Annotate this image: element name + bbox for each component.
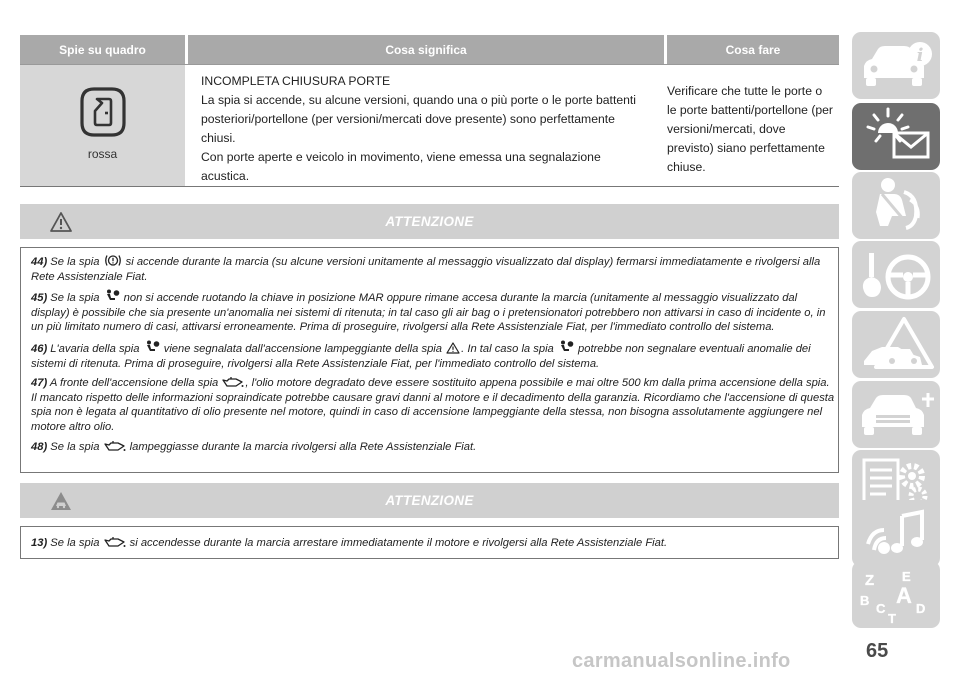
safety-seatbelt-icon: [852, 172, 940, 239]
attention-header-1: [20, 204, 839, 239]
tab-index[interactable]: [852, 561, 940, 628]
note-47: [31, 376, 838, 434]
tab-multimedia[interactable]: [852, 500, 940, 567]
attention-body-2: [20, 526, 839, 559]
note-number: 45): [31, 292, 48, 305]
note-text: L'avaria della spia: [50, 342, 140, 355]
attention-title-2: ATTENZIONE: [385, 493, 474, 508]
note-45: [31, 289, 838, 335]
table-row: [20, 64, 839, 187]
tab-maintenance[interactable]: [852, 381, 940, 448]
index-az-icon: [852, 561, 940, 628]
note-text: Se la spia: [50, 292, 100, 305]
tab-warning-lights[interactable]: [852, 103, 940, 170]
svg-text:T: T: [888, 611, 896, 626]
table-header: [20, 35, 839, 64]
svg-text:A: A: [896, 583, 912, 608]
note-text: . In tal caso la spia: [461, 342, 554, 355]
attention-title-1: ATTENZIONE: [385, 214, 474, 229]
note-text: Se la spia: [50, 537, 100, 549]
tab-car-info[interactable]: [852, 32, 940, 99]
warning-light-cell: [20, 65, 185, 186]
warning-light-table: [20, 35, 839, 187]
meaning-title: INCOMPLETA CHIUSURA PORTE: [201, 74, 391, 88]
note-text: si accendesse durante la marcia arrestare immediatamente il motore e rivolgersi alla Rete Assistenziale Fiat.: [129, 537, 668, 549]
note-text: Se la spia: [50, 256, 100, 268]
header-meaning: Cosa significa: [188, 35, 664, 64]
note-text: si accende durante la marcia (su alcune versioni unitamente al messaggio visualizzato dal display) fermarsi immediatamente e rivolgersi alla Rete Assistenziale Fiat.: [31, 256, 821, 283]
svg-text:D: D: [916, 601, 926, 616]
note-number: 47): [31, 377, 48, 390]
meaning-paragraph-2: Con porte aperte e veicolo in movimento, viene emessa una segnalazione acustica.: [201, 150, 601, 183]
tab-starting-driving[interactable]: [852, 241, 940, 308]
header-what-to-do: Cosa fare: [667, 35, 839, 64]
maintenance-car-icon: [852, 381, 940, 448]
oil-can-icon: [222, 376, 244, 388]
note-text: A fronte dell'accensione della spia: [49, 377, 219, 390]
note-46: [31, 340, 838, 371]
note-44: [31, 254, 838, 284]
what-to-do-cell: Verificare che tutte le porte o le porte battenti/portellone (per versioni/mercati, dove previsto) siano perfettamente chiuse.: [667, 84, 833, 174]
meaning-cell: [185, 65, 664, 186]
svg-text:B: B: [860, 593, 870, 608]
warning-triangle-icon: [446, 342, 460, 354]
oil-can-icon: [104, 536, 126, 548]
attention-body-1: [20, 247, 839, 473]
note-text: non si accende ruotando la chiave in posizione MAR oppure rimane accesa durante la marcia (unitamente al messaggio visualizzato dal display) è possibile che sia presente un'anomalia nei sistemi di ritenuta; in tal caso gli air bag o i pretensionatori potrebbero non attivarsi in caso di incidente o, in un più limitato numero di casi, attivarsi erroneamente. Prima di proseguire, rivolgersi alla Rete Assistenziale Fiat, per l'immediato controllo del sistema.: [31, 292, 826, 334]
airbag-warning-icon: [558, 340, 574, 354]
svg-text:Z: Z: [865, 572, 875, 589]
attention-header-2: [20, 483, 839, 518]
tab-safety[interactable]: [852, 172, 940, 239]
car-info-icon: [852, 32, 940, 99]
svg-text:i: i: [916, 45, 924, 66]
svg-text:E: E: [902, 569, 911, 584]
brake-warning-icon: [104, 254, 122, 267]
car-damage-warning-icon: [50, 491, 72, 511]
door-open-warning-icon: [72, 81, 134, 143]
note-text: lampeggiasse durante la marcia rivolgersi alla Rete Assistenziale Fiat.: [129, 440, 477, 453]
note-number: 13): [31, 537, 48, 549]
note-text: potrebbe non segnalare eventuali anomalie dei sistemi di ritenuta. Prima di proseguire, rivolgersi alla Rete Assistenziale Fiat, per l'immediato controllo del sistema.: [31, 342, 811, 370]
starting-driving-icon: [852, 241, 940, 308]
warning-light-color: rossa: [87, 147, 118, 161]
airbag-warning-icon: [104, 289, 120, 303]
svg-text:C: C: [876, 601, 886, 616]
warning-lights-messages-icon: [852, 103, 940, 170]
watermark: carmanualsonline.info: [572, 650, 791, 672]
meaning-paragraph-1: La spia si accende, su alcune versioni, quando una o più porte o le porte battenti posteriori/portellone (per versioni/mercati dove presente) sono perfettamente chiusi.: [201, 93, 636, 145]
note-number: 46): [31, 342, 48, 355]
page-number: 65: [866, 640, 889, 662]
note-number: 44): [31, 256, 48, 268]
oil-can-icon: [104, 440, 126, 452]
header-warning-lights: Spie su quadro: [20, 35, 185, 64]
multimedia-icon: [852, 500, 940, 567]
warning-triangle-icon: [50, 212, 72, 232]
emergency-icon: [852, 311, 940, 378]
note-text: viene segnalata dall'accensione lampeggiante della spia: [163, 342, 443, 355]
note-48: [31, 440, 838, 455]
note-text: , l'olio motore degradato deve essere sostituito appena possibile e mai oltre 500 km dalla prima accensione della spia. Il mancato rispetto delle informazioni sopraindicate potrebbe causare gravi danni al motore e il decadimento della garanzia. Ricordiamo che l'accensione di questa spia non è legata al quantitativo di olio presente nel motore, quindi in caso di accensione lampeggiante della stessa, non bisogna assolutamente aggiungere nel motore altro olio.: [31, 377, 835, 433]
note-number: 48): [31, 440, 48, 453]
note-text: Se la spia: [50, 440, 100, 453]
tab-emergency[interactable]: [852, 311, 940, 378]
note-13: [31, 536, 838, 551]
airbag-warning-icon: [144, 340, 160, 354]
